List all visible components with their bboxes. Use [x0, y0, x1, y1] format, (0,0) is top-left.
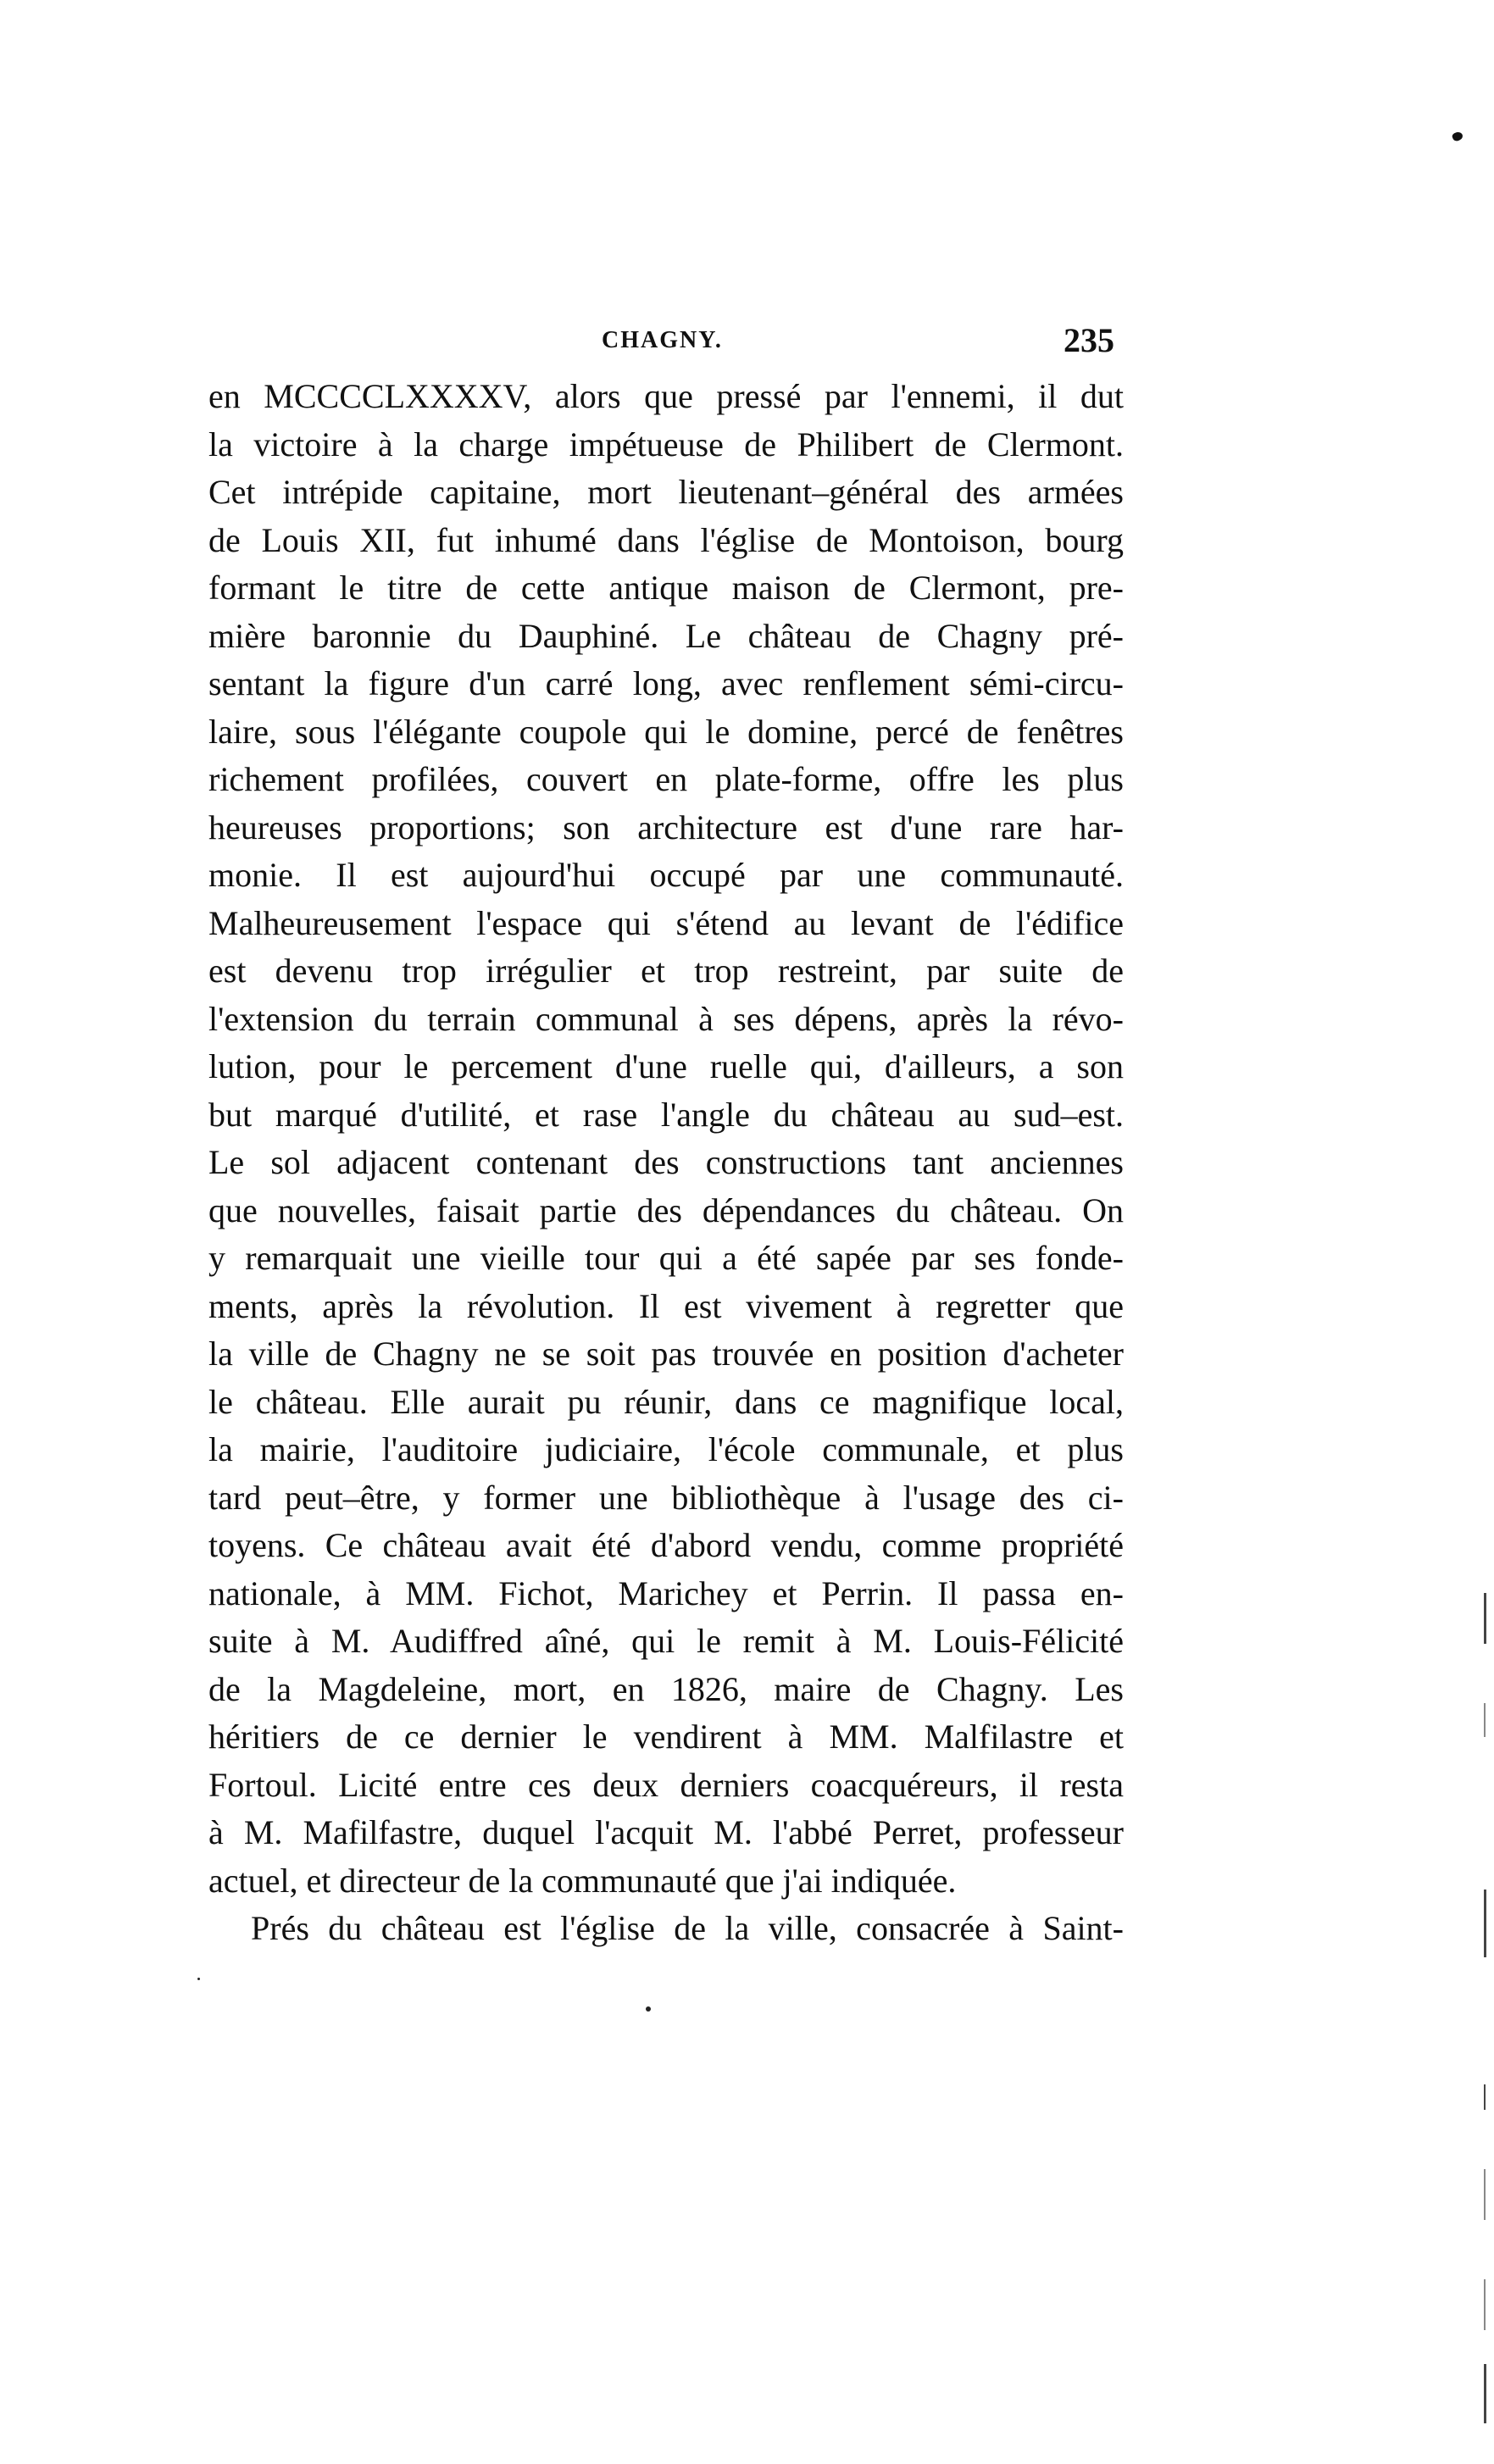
text-line: Le sol adjacent contenant des constructions tant anciennes [208, 1143, 1124, 1181]
text-line: sentant la figure d'un carré long, avec renflement sémi-circu- [208, 664, 1124, 702]
text-line: richement profilées, couvert en plate-forme, offre les plus [208, 760, 1124, 798]
scan-edge-mark [1484, 1703, 1486, 1737]
text-line: suite à M. Audiffred aîné, qui le remit à M. Louis-Félicité [208, 1622, 1124, 1660]
text-line: à M. Mafilfastre, duquel l'acquit M. l'abbé Perret, professeur [208, 1813, 1124, 1851]
text-line: monie. Il est aujourd'hui occupé par une communauté. [208, 856, 1124, 894]
text-line: heureuses proportions; son architecture est d'une rare har- [208, 807, 1124, 846]
text-line: Cet intrépide capitaine, mort lieutenant–général des armées [208, 473, 1124, 511]
scan-edge-mark [1484, 1890, 1486, 1957]
text-line: de la Magdeleine, mort, en 1826, maire de Chagny. Les [208, 1669, 1124, 1708]
text-line: Fortoul. Licité entre ces deux derniers coacquéreurs, il resta [208, 1765, 1124, 1804]
text-line: y remarquait une vieille tour qui a été sapée par ses fonde- [208, 1239, 1124, 1277]
text-line: but marqué d'utilité, et rase l'angle du château au sud–est. [208, 1095, 1124, 1134]
text-line: la mairie, l'auditoire judiciaire, l'école communale, et plus [208, 1430, 1124, 1468]
text-line: est devenu trop irrégulier et trop restreint, par suite de [208, 952, 1124, 990]
text-line: formant le titre de cette antique maison de Clermont, pre- [208, 569, 1124, 607]
ink-blot-mark [1451, 130, 1463, 142]
text-line: actuel, et directeur de la communauté que j'ai indiquée. [208, 1861, 957, 1900]
ink-dot [646, 2006, 651, 2012]
scan-edge-mark [1484, 2279, 1486, 2330]
text-line: lution, pour le percement d'une ruelle qui, d'ailleurs, a son [208, 1047, 1124, 1085]
text-line: tard peut–être, y former une bibliothèque à l'usage des ci- [208, 1478, 1124, 1517]
text-line: en MCCCCLXXXXV, alors que pressé par l'ennemi, il dut [208, 377, 1124, 415]
scan-edge-mark [1484, 1593, 1486, 1644]
text-line: de Louis XII, fut inhumé dans l'église de Montoison, bourg [208, 520, 1124, 559]
text-line: le château. Elle aurait pu réunir, dans ce magnifique local, [208, 1382, 1124, 1421]
text-line: mière baronnie du Dauphiné. Le château de Chagny pré- [208, 616, 1124, 655]
ink-dot [197, 1978, 200, 1980]
text-line: que nouvelles, faisait partie des dépendances du château. On [208, 1190, 1124, 1229]
text-line: toyens. Ce château avait été d'abord vendu, comme propriété [208, 1526, 1124, 1564]
text-line: la victoire à la charge impétueuse de Philibert de Clermont. [208, 425, 1124, 463]
text-line: l'extension du terrain communal à ses dépens, après la révo- [208, 999, 1124, 1038]
text-line: nationale, à MM. Fichot, Marichey et Perrin. Il passa en- [208, 1573, 1124, 1612]
text-line: la ville de Chagny ne se soit pas trouvée en position d'acheter [208, 1335, 1124, 1373]
scan-edge-mark [1484, 2364, 1486, 2423]
running-title: CHAGNY. [602, 327, 723, 353]
page-number: 235 [1064, 321, 1114, 359]
text-line: Prés du château est l'église de la ville, consacrée à Saint- [251, 1909, 1124, 1947]
text-line: ments, après la révolution. Il est vivement à regretter que [208, 1286, 1124, 1325]
text-line: laire, sous l'élégante coupole qui le domine, percé de fenêtres [208, 712, 1124, 751]
text-line: Malheureusement l'espace qui s'étend au levant de l'édifice [208, 903, 1124, 942]
scan-edge-mark [1484, 2169, 1486, 2220]
body-text [208, 373, 1124, 1953]
scan-edge-mark [1484, 2084, 1486, 2110]
text-line: héritiers de ce dernier le vendirent à MM. Malfilastre et [208, 1718, 1124, 1756]
